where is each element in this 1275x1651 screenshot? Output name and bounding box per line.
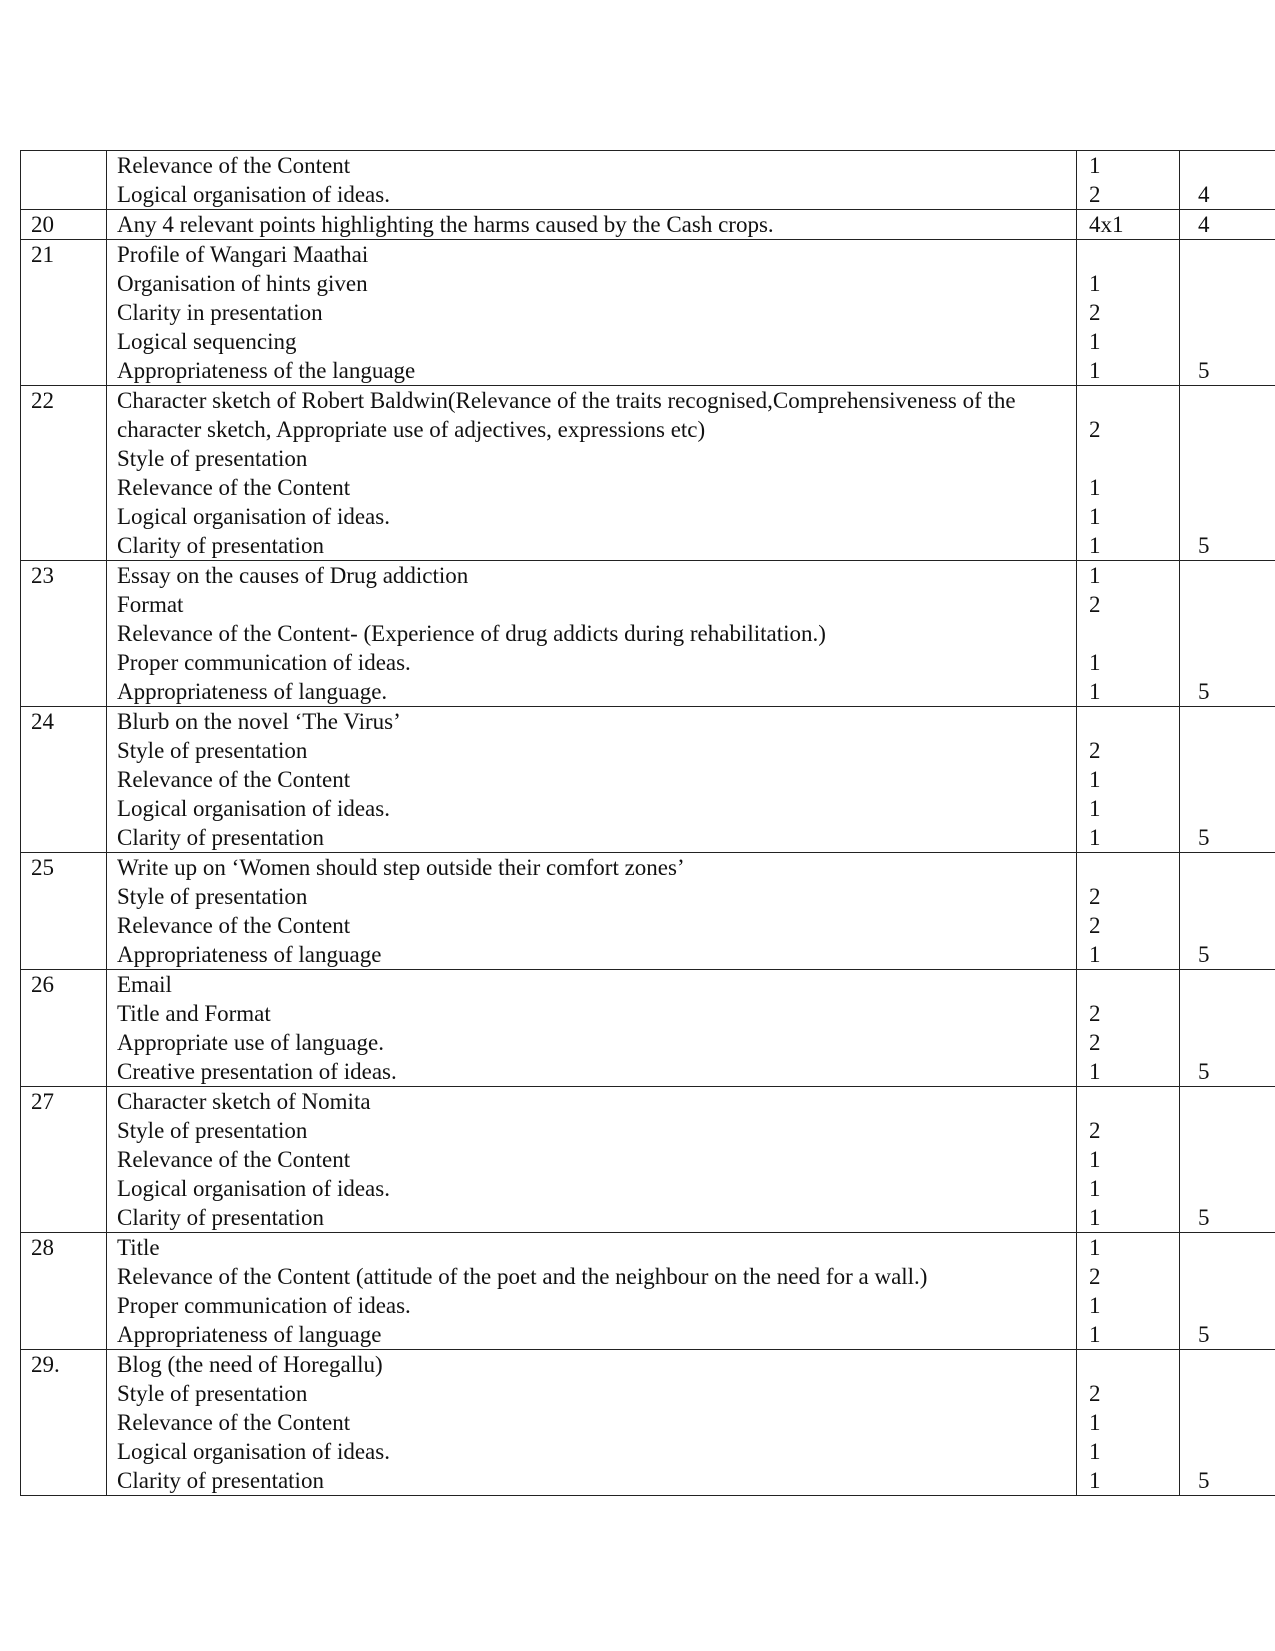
total-cell [1180, 561, 1275, 707]
criterion-mark: 2 [1089, 1001, 1101, 1026]
total-cell [1180, 1087, 1275, 1233]
criterion-mark: 2 [1089, 1118, 1101, 1143]
total-mark: 5 [1198, 533, 1210, 558]
question-number: 21 [31, 242, 54, 267]
criterion-text: Organisation of hints given [117, 271, 368, 296]
total-mark: 5 [1198, 1059, 1210, 1084]
criterion-text: Style of presentation [117, 1381, 308, 1406]
criterion-mark: 2 [1089, 182, 1101, 207]
marking-scheme-body [21, 151, 1275, 1496]
criterion-mark: 2 [1089, 417, 1101, 442]
total-mark: 5 [1198, 1468, 1210, 1493]
question-number-cell [21, 707, 107, 853]
criterion-text: Essay on the causes of Drug addiction [117, 563, 469, 588]
criterion-text: Relevance of the Content [117, 1147, 351, 1172]
question-number-cell [21, 1087, 107, 1233]
criterion-mark: 1 [1089, 1468, 1101, 1493]
table-row [21, 707, 1275, 853]
marks-cell [1077, 561, 1180, 707]
criterion-mark [1089, 853, 1179, 882]
criterion-mark [1089, 240, 1179, 269]
criterion-mark: 1 [1089, 796, 1101, 821]
total-mark: 5 [1198, 679, 1210, 704]
criterion-text: Appropriateness of language [117, 942, 382, 967]
marking-scheme-table [20, 150, 1275, 1496]
criterion-text: Proper communication of ideas. [117, 1293, 411, 1318]
criterion-mark: 1 [1089, 153, 1101, 178]
question-number-cell [21, 240, 107, 386]
criterion-mark: 1 [1089, 271, 1101, 296]
marks-cell [1077, 970, 1180, 1087]
criteria-cell [107, 210, 1077, 240]
criteria-cell [107, 151, 1077, 210]
criterion-text: Style of presentation [117, 446, 308, 471]
criterion-text: Logical organisation of ideas. [117, 504, 390, 529]
criterion-mark: 2 [1089, 884, 1101, 909]
criterion-text: Clarity in presentation [117, 300, 323, 325]
criterion-text: Logical organisation of ideas. [117, 1439, 390, 1464]
total-cell [1180, 1233, 1275, 1350]
question-number: 29. [31, 1352, 60, 1377]
total-cell [1180, 210, 1275, 240]
criterion-text: Creative presentation of ideas. [117, 1059, 397, 1084]
question-number-cell [21, 561, 107, 707]
total-mark: 5 [1198, 1205, 1210, 1230]
criteria-cell [107, 561, 1077, 707]
criterion-text: Logical organisation of ideas. [117, 796, 390, 821]
criterion-text: Relevance of the Content [117, 1410, 351, 1435]
criterion-text: Appropriate use of language. [117, 1030, 384, 1055]
criterion-text: Write up on ‘Women should step outside their comfort zones’ [117, 855, 685, 880]
total-cell [1180, 386, 1275, 561]
criterion-mark: 1 [1089, 1205, 1101, 1230]
criteria-cell [107, 1350, 1077, 1496]
criterion-text: Relevance of the Content [117, 153, 351, 178]
criteria-cell [107, 970, 1077, 1087]
question-number-cell [21, 151, 107, 210]
marks-cell [1077, 210, 1180, 240]
criterion-text: Character sketch of Robert Baldwin(Relevance of the traits recognised,Comprehensiveness of the [117, 388, 1016, 413]
criterion-mark: 1 [1089, 942, 1101, 967]
criterion-text: Clarity of presentation [117, 1205, 324, 1230]
total-mark: 5 [1198, 942, 1210, 967]
question-number: 25 [31, 855, 54, 880]
question-number-cell [21, 853, 107, 970]
table-row [21, 210, 1275, 240]
total-cell [1180, 151, 1275, 210]
criterion-text: Logical sequencing [117, 329, 297, 354]
marks-cell [1077, 151, 1180, 210]
marks-cell [1077, 1350, 1180, 1496]
criterion-text: Proper communication of ideas. [117, 650, 411, 675]
criterion-text: Relevance of the Content (attitude of the poet and the neighbour on the need for a wall.) [117, 1264, 928, 1289]
criterion-mark: 1 [1089, 563, 1101, 588]
criterion-mark: 2 [1089, 913, 1101, 938]
criterion-mark: 1 [1089, 1293, 1101, 1318]
question-number-cell [21, 386, 107, 561]
criterion-mark: 1 [1089, 1439, 1101, 1464]
total-cell [1180, 970, 1275, 1087]
table-row [21, 386, 1275, 561]
table-row [21, 970, 1275, 1087]
total-cell [1180, 853, 1275, 970]
question-number-cell [21, 1233, 107, 1350]
table-row [21, 151, 1275, 210]
criterion-mark: 2 [1089, 1264, 1101, 1289]
criterion-mark: 4x1 [1089, 212, 1124, 237]
criterion-mark: 2 [1089, 592, 1101, 617]
total-cell [1180, 240, 1275, 386]
question-number: 28 [31, 1235, 54, 1260]
criterion-mark: 1 [1089, 650, 1101, 675]
total-mark: 4 [1198, 182, 1210, 207]
criterion-text: Relevance of the Content [117, 475, 351, 500]
criterion-mark: 2 [1089, 738, 1101, 763]
criteria-cell [107, 240, 1077, 386]
criterion-mark: 1 [1089, 1235, 1101, 1260]
criterion-mark: 1 [1089, 1410, 1101, 1435]
criteria-cell [107, 853, 1077, 970]
criterion-mark: 1 [1089, 329, 1101, 354]
criterion-text: Format [117, 592, 184, 617]
criterion-mark: 1 [1089, 504, 1101, 529]
criterion-mark [1089, 1350, 1179, 1379]
criterion-text: character sketch, Appropriate use of adjectives, expressions etc) [117, 417, 706, 442]
criterion-mark: 2 [1089, 300, 1101, 325]
criterion-text: Blog (the need of Horegallu) [117, 1352, 383, 1377]
marks-cell [1077, 853, 1180, 970]
question-number [31, 151, 106, 180]
marks-cell [1077, 386, 1180, 561]
criteria-cell [107, 1087, 1077, 1233]
criterion-mark: 1 [1089, 533, 1101, 558]
criterion-text: Style of presentation [117, 1118, 308, 1143]
criterion-mark: 2 [1089, 1030, 1101, 1055]
question-number: 23 [31, 563, 54, 588]
criterion-mark: 1 [1089, 475, 1101, 500]
table-row [21, 1350, 1275, 1496]
table-row [21, 1087, 1275, 1233]
table-row [21, 1233, 1275, 1350]
criterion-mark: 1 [1089, 1059, 1101, 1084]
question-number: 20 [31, 212, 54, 237]
criterion-text: Logical organisation of ideas. [117, 182, 390, 207]
marks-cell [1077, 240, 1180, 386]
criterion-mark: 2 [1089, 1381, 1101, 1406]
table-row [21, 561, 1275, 707]
total-cell [1180, 707, 1275, 853]
marks-cell [1077, 1233, 1180, 1350]
table-row [21, 853, 1275, 970]
criterion-text: Title and Format [117, 1001, 271, 1026]
criterion-text: Clarity of presentation [117, 1468, 324, 1493]
criterion-text: Clarity of presentation [117, 533, 324, 558]
criterion-text: Any 4 relevant points highlighting the harms caused by the Cash crops. [117, 212, 774, 237]
question-number-cell [21, 1350, 107, 1496]
criterion-text: Clarity of presentation [117, 825, 324, 850]
marks-cell [1077, 707, 1180, 853]
criterion-text: Style of presentation [117, 738, 308, 763]
question-number-cell [21, 210, 107, 240]
criterion-text: Appropriateness of the language [117, 358, 416, 383]
question-number: 27 [31, 1089, 54, 1114]
criterion-text: Email [117, 972, 172, 997]
criterion-mark [1089, 707, 1179, 736]
criterion-mark [1089, 386, 1179, 415]
question-number-cell [21, 970, 107, 1087]
criterion-mark: 1 [1089, 1322, 1101, 1347]
total-mark: 5 [1198, 358, 1210, 383]
criterion-mark: 1 [1089, 679, 1101, 704]
total-mark: 5 [1198, 825, 1210, 850]
criterion-mark: 1 [1089, 1147, 1101, 1172]
total-mark: 4 [1198, 212, 1210, 237]
table-row [21, 240, 1275, 386]
criteria-cell [107, 386, 1077, 561]
criterion-mark [1089, 444, 1179, 473]
criterion-text: Relevance of the Content [117, 767, 351, 792]
criterion-mark: 1 [1089, 825, 1101, 850]
criterion-text: Style of presentation [117, 884, 308, 909]
criterion-mark [1089, 970, 1179, 999]
criterion-mark: 1 [1089, 767, 1101, 792]
criterion-text: Logical organisation of ideas. [117, 1176, 390, 1201]
criteria-cell [107, 707, 1077, 853]
criterion-text: Profile of Wangari Maathai [117, 242, 369, 267]
criterion-mark [1089, 1087, 1179, 1116]
criterion-text: Character sketch of Nomita [117, 1089, 371, 1114]
criterion-mark: 1 [1089, 1176, 1101, 1201]
marks-cell [1077, 1087, 1180, 1233]
criterion-text: Appropriateness of language. [117, 679, 388, 704]
criterion-text: Title [117, 1235, 160, 1260]
question-number: 26 [31, 972, 54, 997]
total-mark: 5 [1198, 1322, 1210, 1347]
criterion-text: Relevance of the Content- (Experience of drug addicts during rehabilitation.) [117, 621, 826, 646]
criterion-text: Relevance of the Content [117, 913, 351, 938]
criterion-mark [1089, 619, 1179, 648]
criterion-text: Blurb on the novel ‘The Virus’ [117, 709, 401, 734]
criteria-cell [107, 1233, 1077, 1350]
criterion-mark: 1 [1089, 358, 1101, 383]
total-cell [1180, 1350, 1275, 1496]
criterion-text: Appropriateness of language [117, 1322, 382, 1347]
question-number: 22 [31, 388, 54, 413]
question-number: 24 [31, 709, 54, 734]
